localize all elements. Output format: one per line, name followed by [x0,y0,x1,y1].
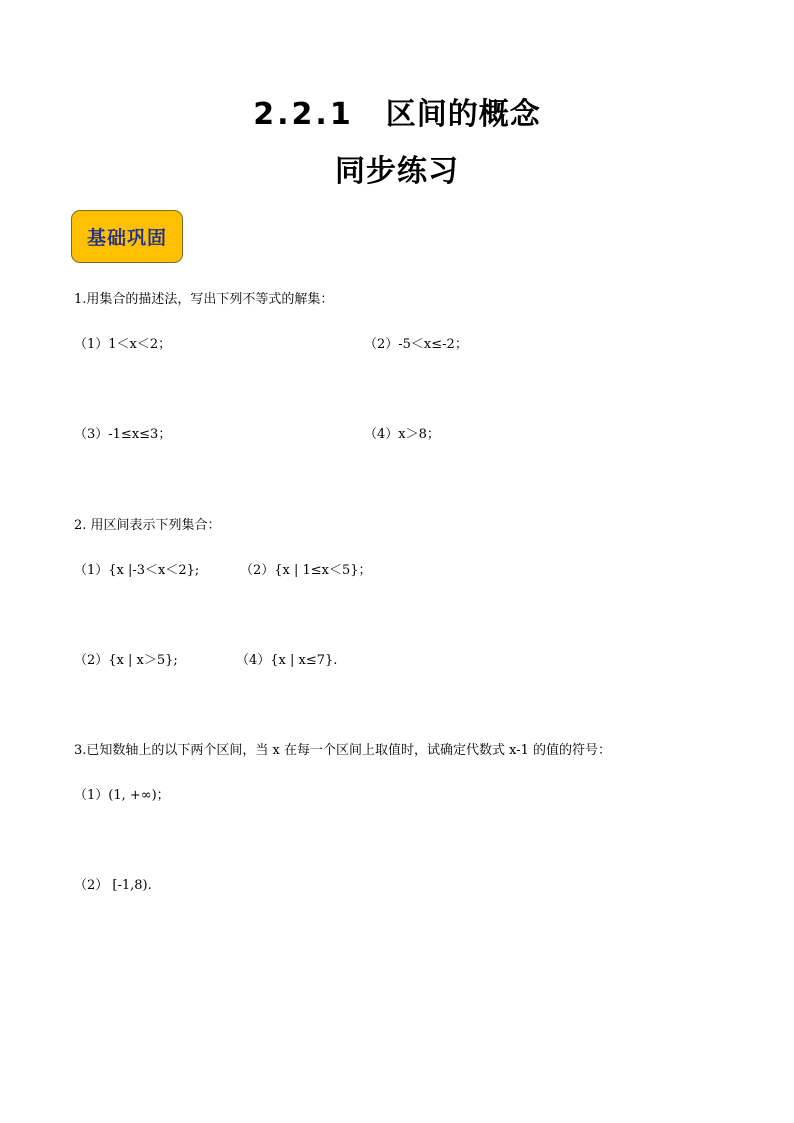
question-2-item-2: （2）{x | 1≤x＜5}； [240,563,372,578]
question-1-stem: 1.用集合的描述法，写出下列不等式的解集： [74,292,334,307]
section-badge [71,210,183,263]
page-title [0,97,794,133]
question-1-item-1: （1）1＜x＜2； [74,337,172,352]
question-3-item-2: （2） [-1,8). [74,878,152,893]
question-3-stem: 3.已知数轴上的以下两个区间，当 x 在每一个区间上取值时，试确定代数式 x-1 的值的符号： [74,743,612,758]
question-1-item-2: （2）-5＜x≤-2； [364,337,468,352]
section-badge-label: 基础巩固 [86,227,167,249]
question-2-item-3: （2）{x | x＞5}; [74,653,178,668]
section-number: 2.2.1 [253,97,354,132]
question-2-item-4: （4）{x | x≤7}. [236,653,338,668]
question-3-item-1: （1）(1, +∞)； [74,788,170,803]
question-2-item-1: （1）{x |-3＜x＜2}; [74,563,200,578]
question-1-item-3: （3）-1≤x≤3； [74,427,172,442]
question-1-item-4: （4）x＞8； [364,427,440,442]
section-title: 区间的概念 [385,97,541,132]
page-subtitle: 同步练习 [335,154,459,189]
question-2-stem: 2. 用区间表示下列集合： [74,518,221,533]
